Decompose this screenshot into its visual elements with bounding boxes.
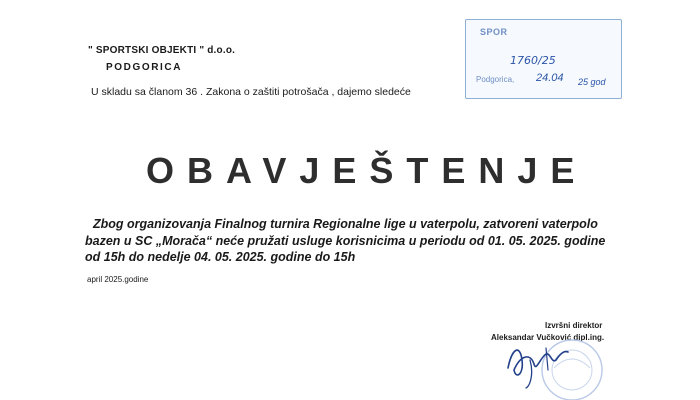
organization-name: " SPORTSKI OBJEKTI " d.o.o. <box>88 45 236 56</box>
notice-body <box>85 216 625 266</box>
stamp-year: 25 god <box>578 77 606 87</box>
stamp-date: 24.04 <box>536 72 564 84</box>
notice-line-2: bazen u SC „Morača“ neće pružati usluge korisnicima u periodu od 01. 05. 2025. godine <box>85 233 606 248</box>
registry-stamp <box>465 19 622 99</box>
stamp-place: Podgorica, <box>476 75 515 84</box>
legal-basis-line: U skladu sa članom 36 . Zakona o zaštiti potrošača , dajemo sledeće <box>91 86 411 98</box>
notice-line-3: od 15h do nedelje 04. 05. 2025. godine do 15h <box>85 250 356 264</box>
notice-title: OBAVJEŠTENJE <box>146 150 588 191</box>
stamp-registry-number: 1760/25 <box>510 54 556 67</box>
document-date: april 2025.godine <box>87 275 149 284</box>
notice-line-1: Zbog organizovanja Finalnog turnira Regionalne lige u vaterpolu, zatvoreni vaterpolo <box>93 217 598 231</box>
signatory-title: Izvršni direktor <box>545 321 603 330</box>
organization-city: PODGORICA <box>106 62 183 73</box>
stamp-header: SPOR <box>480 27 508 37</box>
signatory-name: Aleksandar Vučković dipl.ing. <box>491 333 605 342</box>
handwritten-signature-icon <box>490 330 600 390</box>
